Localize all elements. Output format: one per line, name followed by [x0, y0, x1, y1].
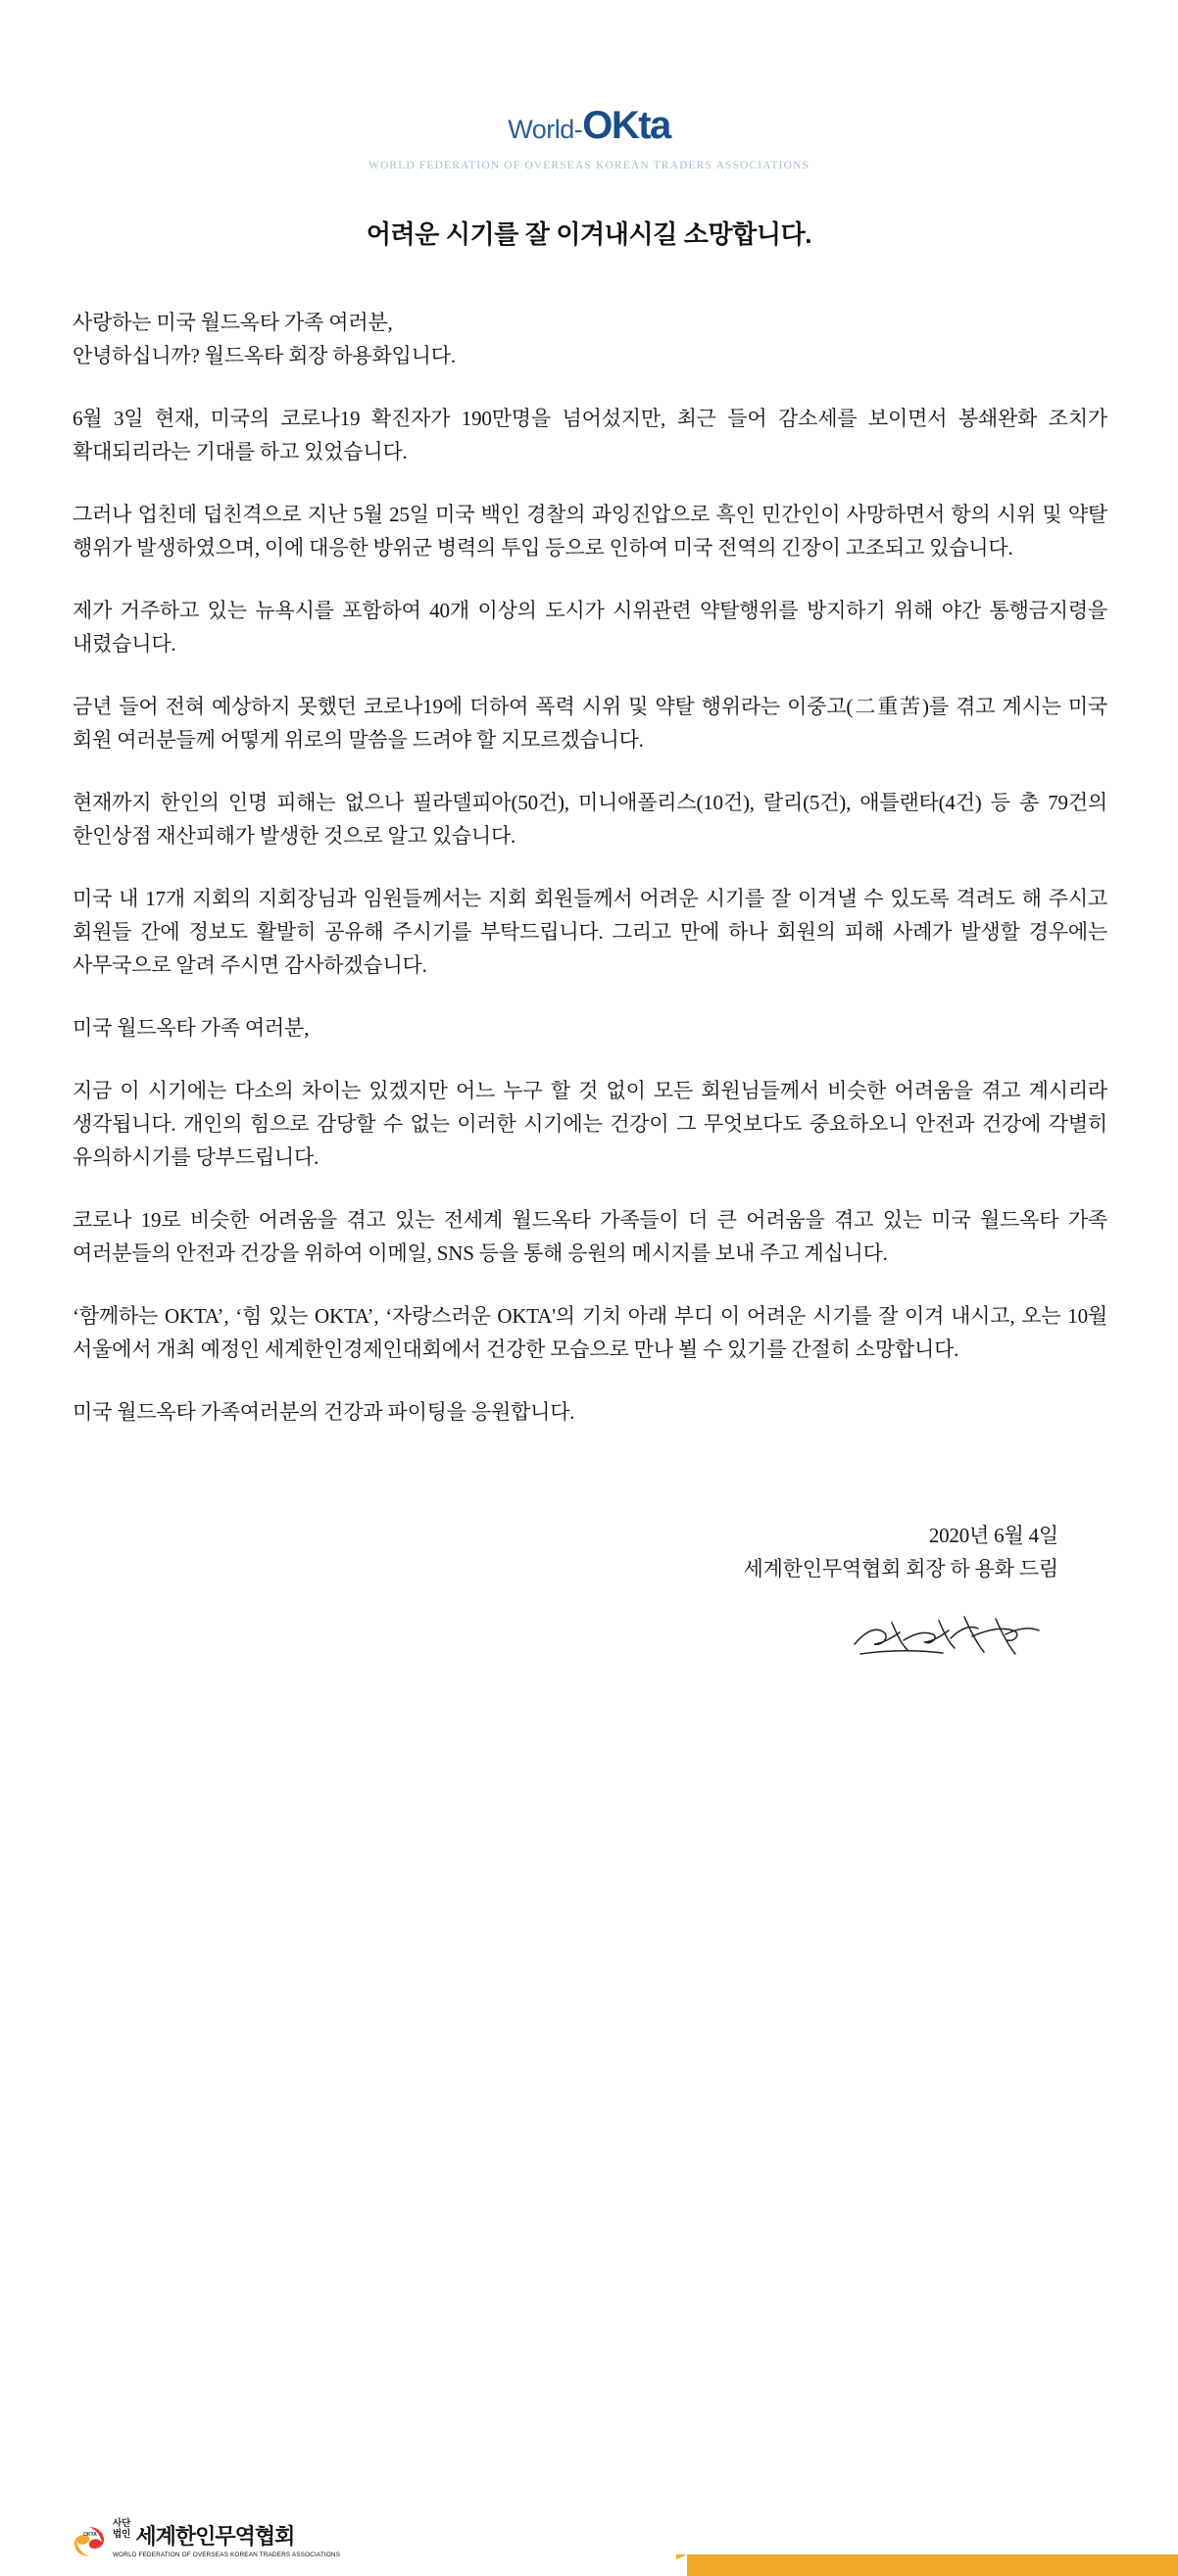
- logo-subtitle: WORLD FEDERATION OF OVERSEAS KOREAN TRADERS ASSOCIATIONS: [368, 160, 810, 171]
- paragraph-curfew: 제가 거주하고 있는 뉴욕시를 포함하여 40개 이상의 도시가 시위관련 약탈행위를 방지하기 위해 야간 통행금지령을 내렸습니다.: [73, 599, 1107, 656]
- paragraph-chapter-request: 미국 내 17개 지회의 지회장님과 임원들께서는 지회 회원들께서 어려운 시기를 잘 이겨낼 수 있도록 격려도 해 주시고 회원들 간에 정보도 활발히 공유해 주시기를 부탁드립니다. 그리고 만에 하나 회원의 피해 사례가 발생할 경우에는 사무국으로 알려 주시면 감사하겠습니다.: [73, 887, 1107, 978]
- paragraph-covid-status: 6월 3일 현재, 미국의 코로나19 확진자가 190만명을 넘어섰지만, 최근 들어 감소세를 보이면서 봉쇄완화 조치가 확대되리라는 기대를 하고 있었습니다.: [73, 407, 1107, 464]
- signature-icon: [849, 1611, 1045, 1664]
- paragraph-okta-slogans: ‘함께하는 OKTA’, ‘힘 있는 OKTA’, ‘자랑스러운 OKTA'의 기치 아래 부디 이 어려운 시기를 잘 이겨 내시고, 오는 10월 서울에서 개최 예정인 세계한인경제인대회에서 건강한 모습으로 만나 뵐 수 있기를 간절히 소망합니다.: [73, 1304, 1107, 1362]
- signoff-block: [0, 1519, 1178, 1585]
- okta-mark-icon: [73, 2525, 106, 2558]
- paragraph-damage-report: 현재까지 한인의 인명 피해는 없으나 필라델피아(50건), 미니애폴리스(10건), 랄리(5건), 애틀랜타(4건) 등 총 79건의 한인상점 재산피해가 발생한 것으로 알고 있습니다.: [73, 791, 1107, 849]
- logo-okta-text: OKta: [582, 104, 670, 147]
- footer-wedge-slant: [642, 2554, 687, 2576]
- footer-sadan: 사단: [113, 2518, 131, 2530]
- logo-world-text: World-: [508, 115, 583, 144]
- paragraph-global-support: 코로나 19로 비슷한 어려움을 겪고 있는 전세계 월드옥타 가족들이 더 큰 어려움을 겪고 있는 미국 월드옥타 가족 여러분들의 안전과 건강을 위하여 이메일, SNS 등을 통해 응원의 메시지를 보내 주고 계십니다.: [73, 1208, 1107, 1266]
- document-footer: [0, 2503, 1178, 2576]
- paragraph-greeting: 사랑하는 미국 월드옥타 가족 여러분, 안녕하십니까? 월드옥타 회장 하용화입니다.: [73, 311, 456, 368]
- footer-org-name-en: WORLD FEDERATION OF OVERSEAS KOREAN TRADERS ASSOCIATIONS: [113, 2552, 341, 2558]
- handwritten-signature: [0, 1611, 1178, 1669]
- footer-org-name-ko: 세계한인무역협회: [135, 2524, 295, 2549]
- svg-text:OKTA: OKTA: [83, 2532, 97, 2538]
- page-title: 어려운 시기를 잘 이겨내시길 소망합니다.: [366, 219, 812, 249]
- world-okta-logo: [508, 106, 670, 145]
- signoff-date: 2020년 6월 4일: [928, 1524, 1058, 1548]
- paragraph-health-advice: 지금 이 시기에는 다소의 차이는 있겠지만 어느 누구 할 것 없이 모든 회원님들께서 비슷한 어려움을 겪고 계시리라 생각됩니다. 개인의 힘으로 감당할 수 없는 이러한 시기에는 건강이 그 무엇보다도 중요하오니 안전과 건강에 각별히 유의하시기를 당부드립니다.: [73, 1079, 1107, 1170]
- paragraph-address-family: 미국 월드옥타 가족 여러분,: [73, 1016, 310, 1041]
- footer-text-block: [113, 2519, 340, 2558]
- footer-corporation-label: [113, 2519, 130, 2548]
- footer-organization-logo: [73, 2519, 340, 2558]
- letter-body: [0, 306, 1178, 1429]
- signoff-signer: 세계한인무역협회 회장 하 용화 드림: [743, 1557, 1058, 1581]
- footer-beobin: 법인: [113, 2529, 131, 2541]
- paragraph-closing: 미국 월드옥타 가족여러분의 건강과 파이팅을 응원합니다.: [73, 1400, 575, 1425]
- document-header: [0, 0, 1178, 171]
- paragraph-protests: 그러나 업친데 덥친격으로 지난 5월 25일 미국 백인 경찰의 과잉진압으로 흑인 민간인이 사망하면서 항의 시위 및 약탈 행위가 발생하였으며, 이에 대응한 방위군 병력의 투입 등으로 인하여 미국 전역의 긴장이 고조되고 있습니다.: [73, 503, 1107, 560]
- paragraph-double-hardship: 금년 들어 전혀 예상하지 못했던 코로나19에 더하여 폭력 시위 및 약탈 행위라는 이중고(二重苦)를 겪고 계시는 미국 회원 여러분들께 어떻게 위로의 말씀을 드려야 할 지모르겠습니다.: [73, 695, 1107, 753]
